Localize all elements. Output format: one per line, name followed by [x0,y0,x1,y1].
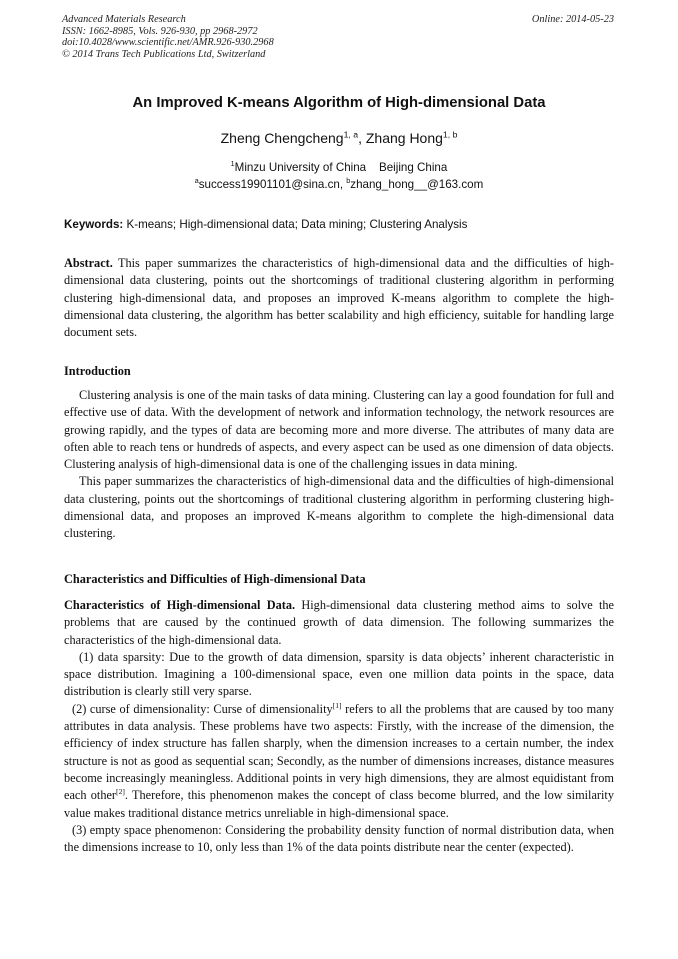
item-text: refers to all the problems that are caused by too many attributes in data analysis. These problems have two aspects: Firstly, with the increase of the dimension, the efficiency of index structure has fallen sharply, when the dimension increases to a certain number, the index structure is not as good as sequential scan; Secondly, as the number of dimensions increases, distance measures become increasingly meaningless. Additional points in very high dimensions, they are almost equidistant from each other [64,701,614,803]
email-line [0,176,678,193]
item-text: (2) curse of dimensionality: Curse of dimensionality [72,701,333,716]
item-text: . Therefore, this phenomenon makes the concept of class become blurred, and the low similarity value makes traditional distance metrics unreliable in high-dimensional space. [64,788,614,820]
affiliation-mark: 1 [230,159,235,169]
author-affiliation-mark: 1, b [442,129,458,140]
paper-title: An Improved K-means Algorithm of High-dimensional Data [132,95,546,111]
keywords-text: K-means; High-dimensional data; Data mining; Clustering Analysis [126,218,468,231]
email-mark: b [346,176,351,186]
abstract-text: This paper summarizes the characteristics of high-dimensional data and the difficulties of high-dimensional data clustering, points out the shortcomings of traditional clustering algorithm in performing clustering high-dimensional data, and proposes an improved K-means algorithm to complete the high-dimensional data clustering, the algorithm has better scalability and high efficiency, suitable for handling large document sets. [64,256,614,340]
affiliation-line [0,159,678,176]
abstract-label: Abstract. [64,256,113,270]
affiliation-block [0,159,678,193]
subsection-label: Characteristics of High-dimensional Data. [64,598,296,612]
citation-ref: [1] [332,700,342,710]
characteristics-section [64,597,614,856]
introduction-paragraph: This paper summarizes the characteristics of high-dimensional data and the difficulties of high-dimensional data clustering, points out the shortcomings of traditional clustering algorithm in performing clustering high-dimensional data, and proposes an improved K-means algorithm to complete the high-dimensional data clustering. [64,474,614,541]
email-address: zhang_hong__@163.com [350,178,484,191]
citation-ref: [2] [116,787,125,797]
email-separator: , [339,178,347,191]
author-name: Zheng Chengcheng [220,130,344,146]
characteristic-item: (1) data sparsity: Due to the growth of data dimension, sparsity is data objects’ inherent characteristic in space distribution. Imagining a 100-dimensional space, even one million data points in the space, data distribution is clearly still very sparse. [64,649,614,699]
online-date: Online: 2014-05-23 [531,14,614,25]
characteristic-item: (3) empty space phenomenon: Considering the probability density function of normal distribution data, when the dimensions increase to 10, only less than 1% of the data points distribute near the center (expected). [64,822,614,855]
section-heading-characteristics: Characteristics and Difficulties of High-dimensional Data [64,572,366,586]
introduction-paragraph: Clustering analysis is one of the main tasks of data mining. Clustering can lay a good foundation for full and effective use of data. With the development of network and information technology, the network resources are growing rapidly, and the types of data are becoming more and more diverse. The attributes of many data are often able to reach tens or hundreds of aspects, and every aspect can be used as one dimension of data objects. Clustering analysis of high-dimensional data is one of the challenging issues in data mining. [64,388,614,472]
characteristics-paragraph [64,597,614,649]
issn-line: ISSN: 1662-8985, Vols. 926-930, pp 2968-2972 [62,25,258,37]
copyright-line: © 2014 Trans Tech Publications Ltd, Switzerland [62,48,266,60]
journal-name: Advanced Materials Research [62,14,186,25]
introduction-section [64,387,614,543]
email-mark: a [194,176,199,186]
author-name: Zhang Hong [365,130,443,146]
affiliation-text: Minzu University of China Beijing China [234,161,448,174]
author-list [0,130,678,146]
subsection-text: High-dimensional data clustering method aims to solve the problems that are caused by the continued growth of data dimension. The following summarizes the characteristics of the high-dimensional data. [64,598,614,647]
section-heading-introduction: Introduction [64,364,131,378]
journal-header [62,14,614,60]
keywords-line [64,218,614,231]
keywords-label: Keywords: [64,218,124,231]
characteristic-item [64,701,614,822]
author-affiliation-mark: 1, a [343,129,359,140]
email-address: success19901101@sina.cn [198,178,340,191]
author-separator: , [358,130,366,146]
abstract-paragraph [64,255,614,341]
doi-line: doi:10.4028/www.scientific.net/AMR.926-930.2968 [62,37,274,49]
